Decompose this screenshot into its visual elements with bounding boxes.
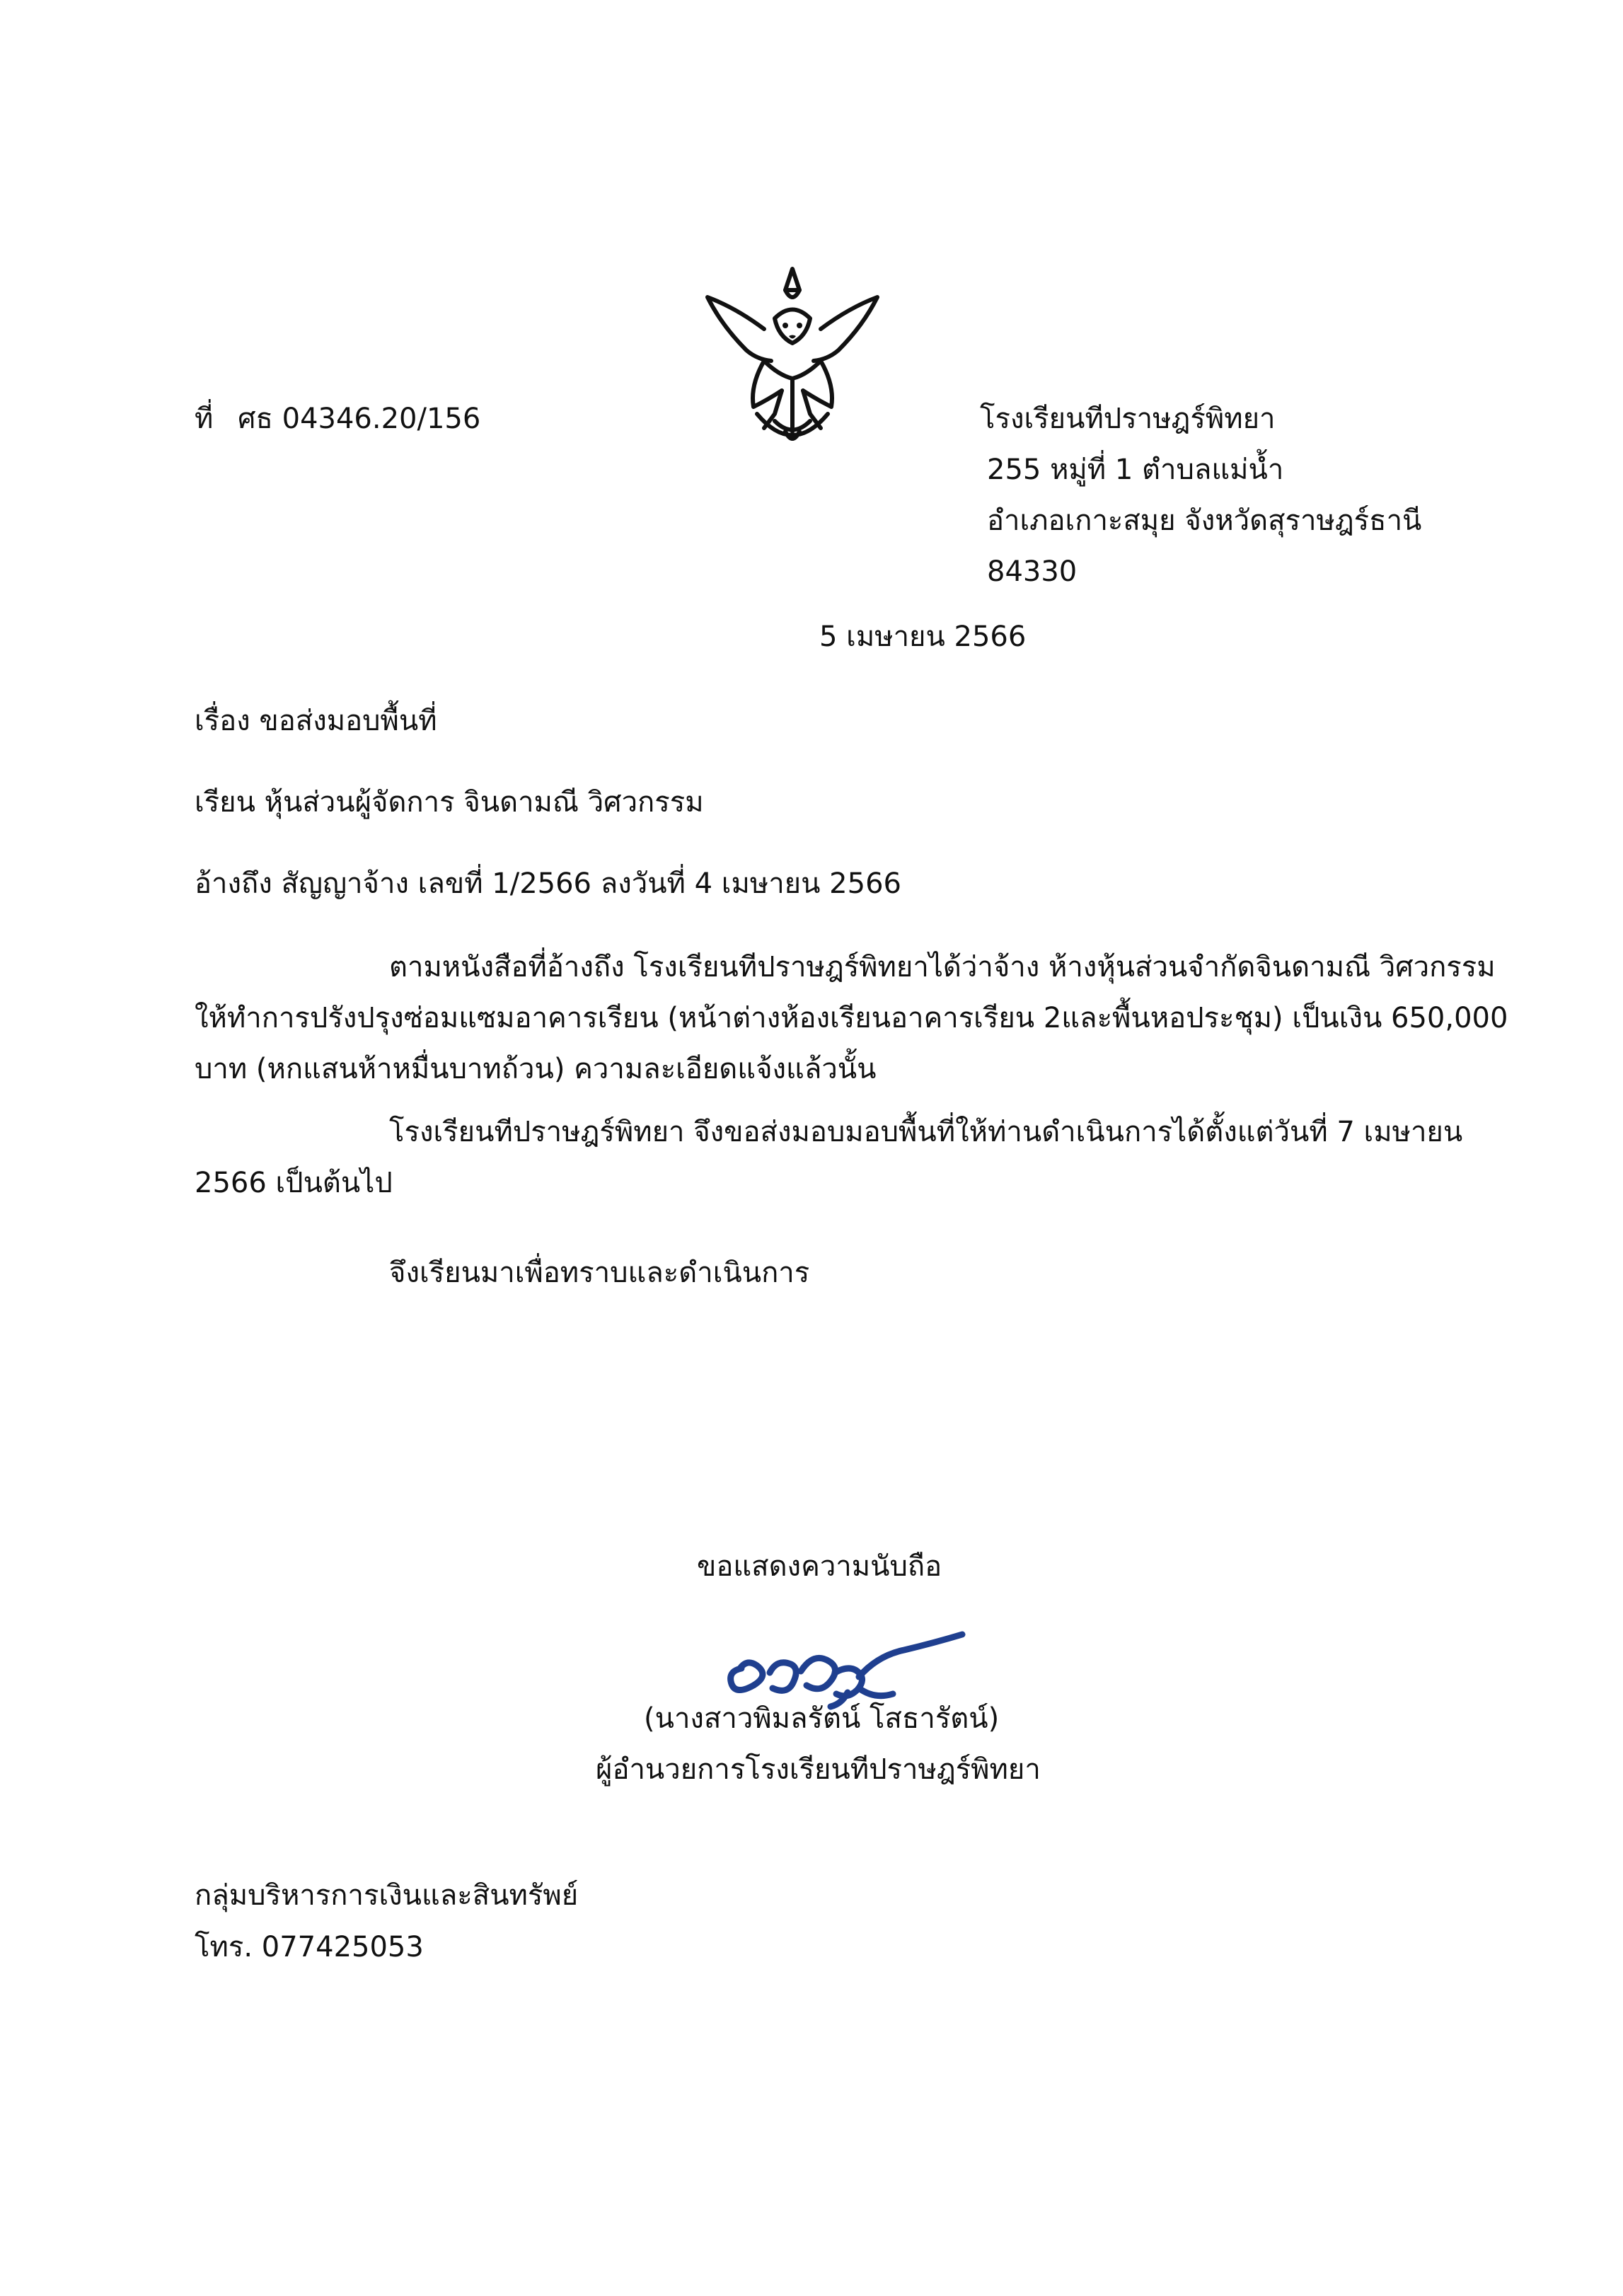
body-paragraph1-line3: บาท (หกแสนห้าหมื่นบาทถ้วน) ความละเอียดแจ้งแล้วนั้น xyxy=(195,1053,877,1085)
complimentary-close: ขอแสดงความนับถือ xyxy=(697,1550,942,1583)
body-paragraph1-line1: ตามหนังสือที่อ้างถึง โรงเรียนทีปราษฎร์พิทยาได้ว่าจ้าง ห้างหุ้นส่วนจำกัดจินดามณี วิศวกรรม xyxy=(389,951,1496,983)
reference-label: ที่ xyxy=(195,403,214,435)
contact-department: กลุ่มบริหารการเงินและสินทรัพย์ xyxy=(195,1879,579,1912)
recipient-line: เรียน หุ้นส่วนผู้จัดการ จินดามณี วิศวกรรม xyxy=(195,786,704,819)
signatory-name: (นางสาวพิมลรัตน์ โสธารัตน์) xyxy=(644,1702,1000,1735)
reference-number-text: ศธ 04346.20/156 xyxy=(238,403,481,435)
body-paragraph2-line1: โรงเรียนทีปราษฎร์พิทยา จึงขอส่งมอบมอบพื้นที่ให้ท่านดำเนินการได้ตั้งแต่วันที่ 7 เมษายน xyxy=(389,1116,1463,1148)
sender-postcode: 84330 xyxy=(987,555,1078,588)
body-paragraph2-line2: 2566 เป็นต้นไป xyxy=(195,1167,393,1199)
contact-phone: โทร. 077425053 xyxy=(195,1931,424,1963)
garuda-emblem-icon xyxy=(679,241,906,467)
reference-number xyxy=(195,402,480,436)
reference-line: อ้างถึง สัญญาจ้าง เลขที่ 1/2566 ลงวันที่ 4 เมษายน 2566 xyxy=(195,867,901,900)
sender-address-line2: อำเภอเกาะสมุย จังหวัดสุราษฎร์ธานี xyxy=(987,504,1422,537)
closing-request: จึงเรียนมาเพื่อทราบและดำเนินการ xyxy=(389,1257,810,1289)
letter-date: 5 เมษายน 2566 xyxy=(819,621,1027,653)
sender-address-line1: 255 หมู่ที่ 1 ตำบลแม่น้ำ xyxy=(987,454,1284,486)
signatory-title: ผู้อำนวยการโรงเรียนทีปราษฎร์พิทยา xyxy=(596,1753,1041,1786)
body-paragraph1-line2: ให้ทำการปรังปรุงซ่อมแซมอาคารเรียน (หน้าต่างห้องเรียนอาคารเรียน 2และพื้นหอประชุม) เป็นเงิน 650,000 xyxy=(195,1002,1508,1034)
subject-line: เรื่อง ขอส่งมอบพื้นที่ xyxy=(195,705,437,737)
sender-name: โรงเรียนทีปราษฎร์พิทยา xyxy=(980,403,1276,435)
